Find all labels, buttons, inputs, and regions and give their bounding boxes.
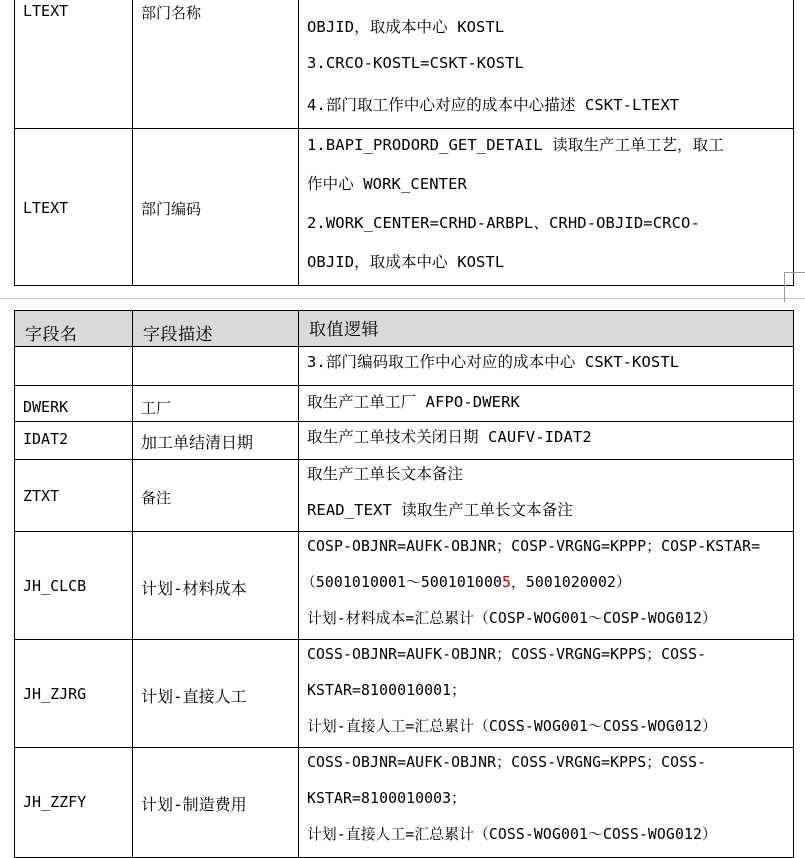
value-logic-cell	[298, 0, 794, 129]
field-desc-cell	[132, 129, 298, 286]
table-row	[14, 748, 794, 858]
table-header-row	[14, 310, 794, 347]
field-name: JH_ZJRG	[23, 685, 87, 703]
logic-line: COSS-OBJNR=AUFK-OBJNR；COSS-VRGNG=KPPS；COSS-	[307, 754, 707, 771]
field-name: LTEXT	[23, 2, 69, 20]
field-name: DWERK	[23, 398, 69, 416]
table-row	[14, 532, 794, 640]
field-name: IDAT2	[23, 430, 69, 448]
logic-line: 计划-直接人工=汇总累计（COSS-WOG001～COSS-WOG012）	[307, 718, 717, 735]
logic-line	[301, 571, 631, 592]
field-name: JH_ZZFY	[23, 793, 87, 811]
table-row	[14, 422, 794, 460]
logic-line: 取生产工单工厂 AFPO-DWERK	[307, 393, 520, 411]
header-cell-desc	[132, 310, 298, 347]
header-field-label: 字段名	[25, 325, 78, 345]
field-desc-cell	[132, 748, 298, 858]
table-row	[14, 460, 794, 532]
value-logic-cell	[298, 386, 794, 422]
table-row	[14, 0, 794, 129]
logic-line: COSP-OBJNR=AUFK-OBJNR；COSP-VRGNG=KPPP；COSP-KSTAR=	[307, 538, 761, 555]
table-row	[14, 640, 794, 748]
logic-line: 2.WORK_CENTER=CRHD-ARBPL、CRHD-OBJID=CRCO-	[307, 214, 700, 232]
value-logic-cell	[298, 748, 794, 858]
value-logic-cell	[298, 640, 794, 748]
field-desc-cell	[132, 460, 298, 532]
field-desc-cell	[132, 532, 298, 640]
logic-line: KSTAR=8100010001；	[307, 682, 467, 699]
field-name-cell	[14, 532, 132, 640]
field-desc-cell	[132, 386, 298, 422]
logic-line: 计划-材料成本=汇总累计（COSP-WOG001～COSP-WOG012）	[307, 610, 717, 627]
field-name-cell	[14, 0, 132, 129]
field-name: LTEXT	[23, 199, 69, 217]
header-cell-logic	[298, 310, 794, 347]
logic-text: （5001010001～500101000	[301, 574, 502, 591]
logic-line: 取生产工单长文本备注	[307, 465, 464, 483]
logic-line: COSS-OBJNR=AUFK-OBJNR；COSS-VRGNG=KPPS；COSS-	[307, 646, 707, 663]
logic-line: OBJID，取成本中心 KOSTL	[307, 18, 505, 36]
field-desc-cell	[132, 0, 298, 129]
field-name-cell	[14, 640, 132, 748]
logic-line: 4.部门取工作中心对应的成本中心描述 CSKT-LTEXT	[307, 96, 680, 114]
field-desc-cell	[132, 640, 298, 748]
value-logic-cell	[298, 347, 794, 386]
document-page-1	[0, 0, 805, 298]
field-desc: 工厂	[141, 399, 172, 417]
logic-line: 3.CRCO-KOSTL=CSKT-KOSTL	[307, 54, 524, 72]
field-name-cell	[14, 460, 132, 532]
value-logic-cell	[298, 129, 794, 286]
value-logic-cell	[298, 460, 794, 532]
field-desc: 部门名称	[141, 4, 202, 22]
field-desc: 计划-制造费用	[141, 795, 247, 814]
header-cell-field	[14, 310, 132, 347]
field-desc: 计划-材料成本	[141, 579, 247, 598]
field-desc-cell	[132, 422, 298, 460]
field-name-cell	[14, 748, 132, 858]
logic-line: READ_TEXT 读取生产工单长文本备注	[307, 501, 573, 519]
field-desc: 部门编码	[141, 200, 202, 218]
field-desc: 计划-直接人工	[141, 687, 247, 706]
logic-line: KSTAR=8100010003；	[307, 790, 467, 807]
field-desc: 备注	[141, 489, 172, 507]
header-logic-label: 取值逻辑	[309, 320, 379, 340]
field-desc: 加工单结清日期	[141, 433, 254, 452]
field-desc-cell	[132, 347, 298, 386]
table-row	[14, 347, 794, 386]
table-row	[14, 129, 794, 286]
field-name-cell	[14, 386, 132, 422]
field-name-cell	[14, 347, 132, 386]
highlighted-digit: 5	[501, 574, 511, 591]
value-logic-cell	[298, 422, 794, 460]
logic-line: 3.部门编码取工作中心对应的成本中心 CSKT-KOSTL	[307, 353, 680, 371]
document-page-2	[0, 304, 805, 856]
field-name-cell	[14, 422, 132, 460]
field-name-cell	[14, 129, 132, 286]
logic-line: 1.BAPI_PRODORD_GET_DETAIL 读取生产工单工艺，取工	[307, 136, 724, 154]
logic-line: 计划-直接人工=汇总累计（COSS-WOG001～COSS-WOG012）	[307, 826, 717, 843]
logic-line: 取生产工单技术关闭日期 CAUFV-IDAT2	[307, 428, 592, 446]
value-logic-cell	[298, 532, 794, 640]
field-name: JH_CLCB	[23, 577, 87, 595]
page-corner-mark	[784, 272, 805, 302]
table-row	[14, 386, 794, 422]
field-name: ZTXT	[23, 487, 60, 505]
header-desc-label: 字段描述	[143, 325, 213, 345]
logic-text: ，5001020002）	[510, 574, 631, 591]
logic-line: 作中心 WORK_CENTER	[307, 175, 467, 193]
logic-line: OBJID，取成本中心 KOSTL	[307, 253, 505, 271]
